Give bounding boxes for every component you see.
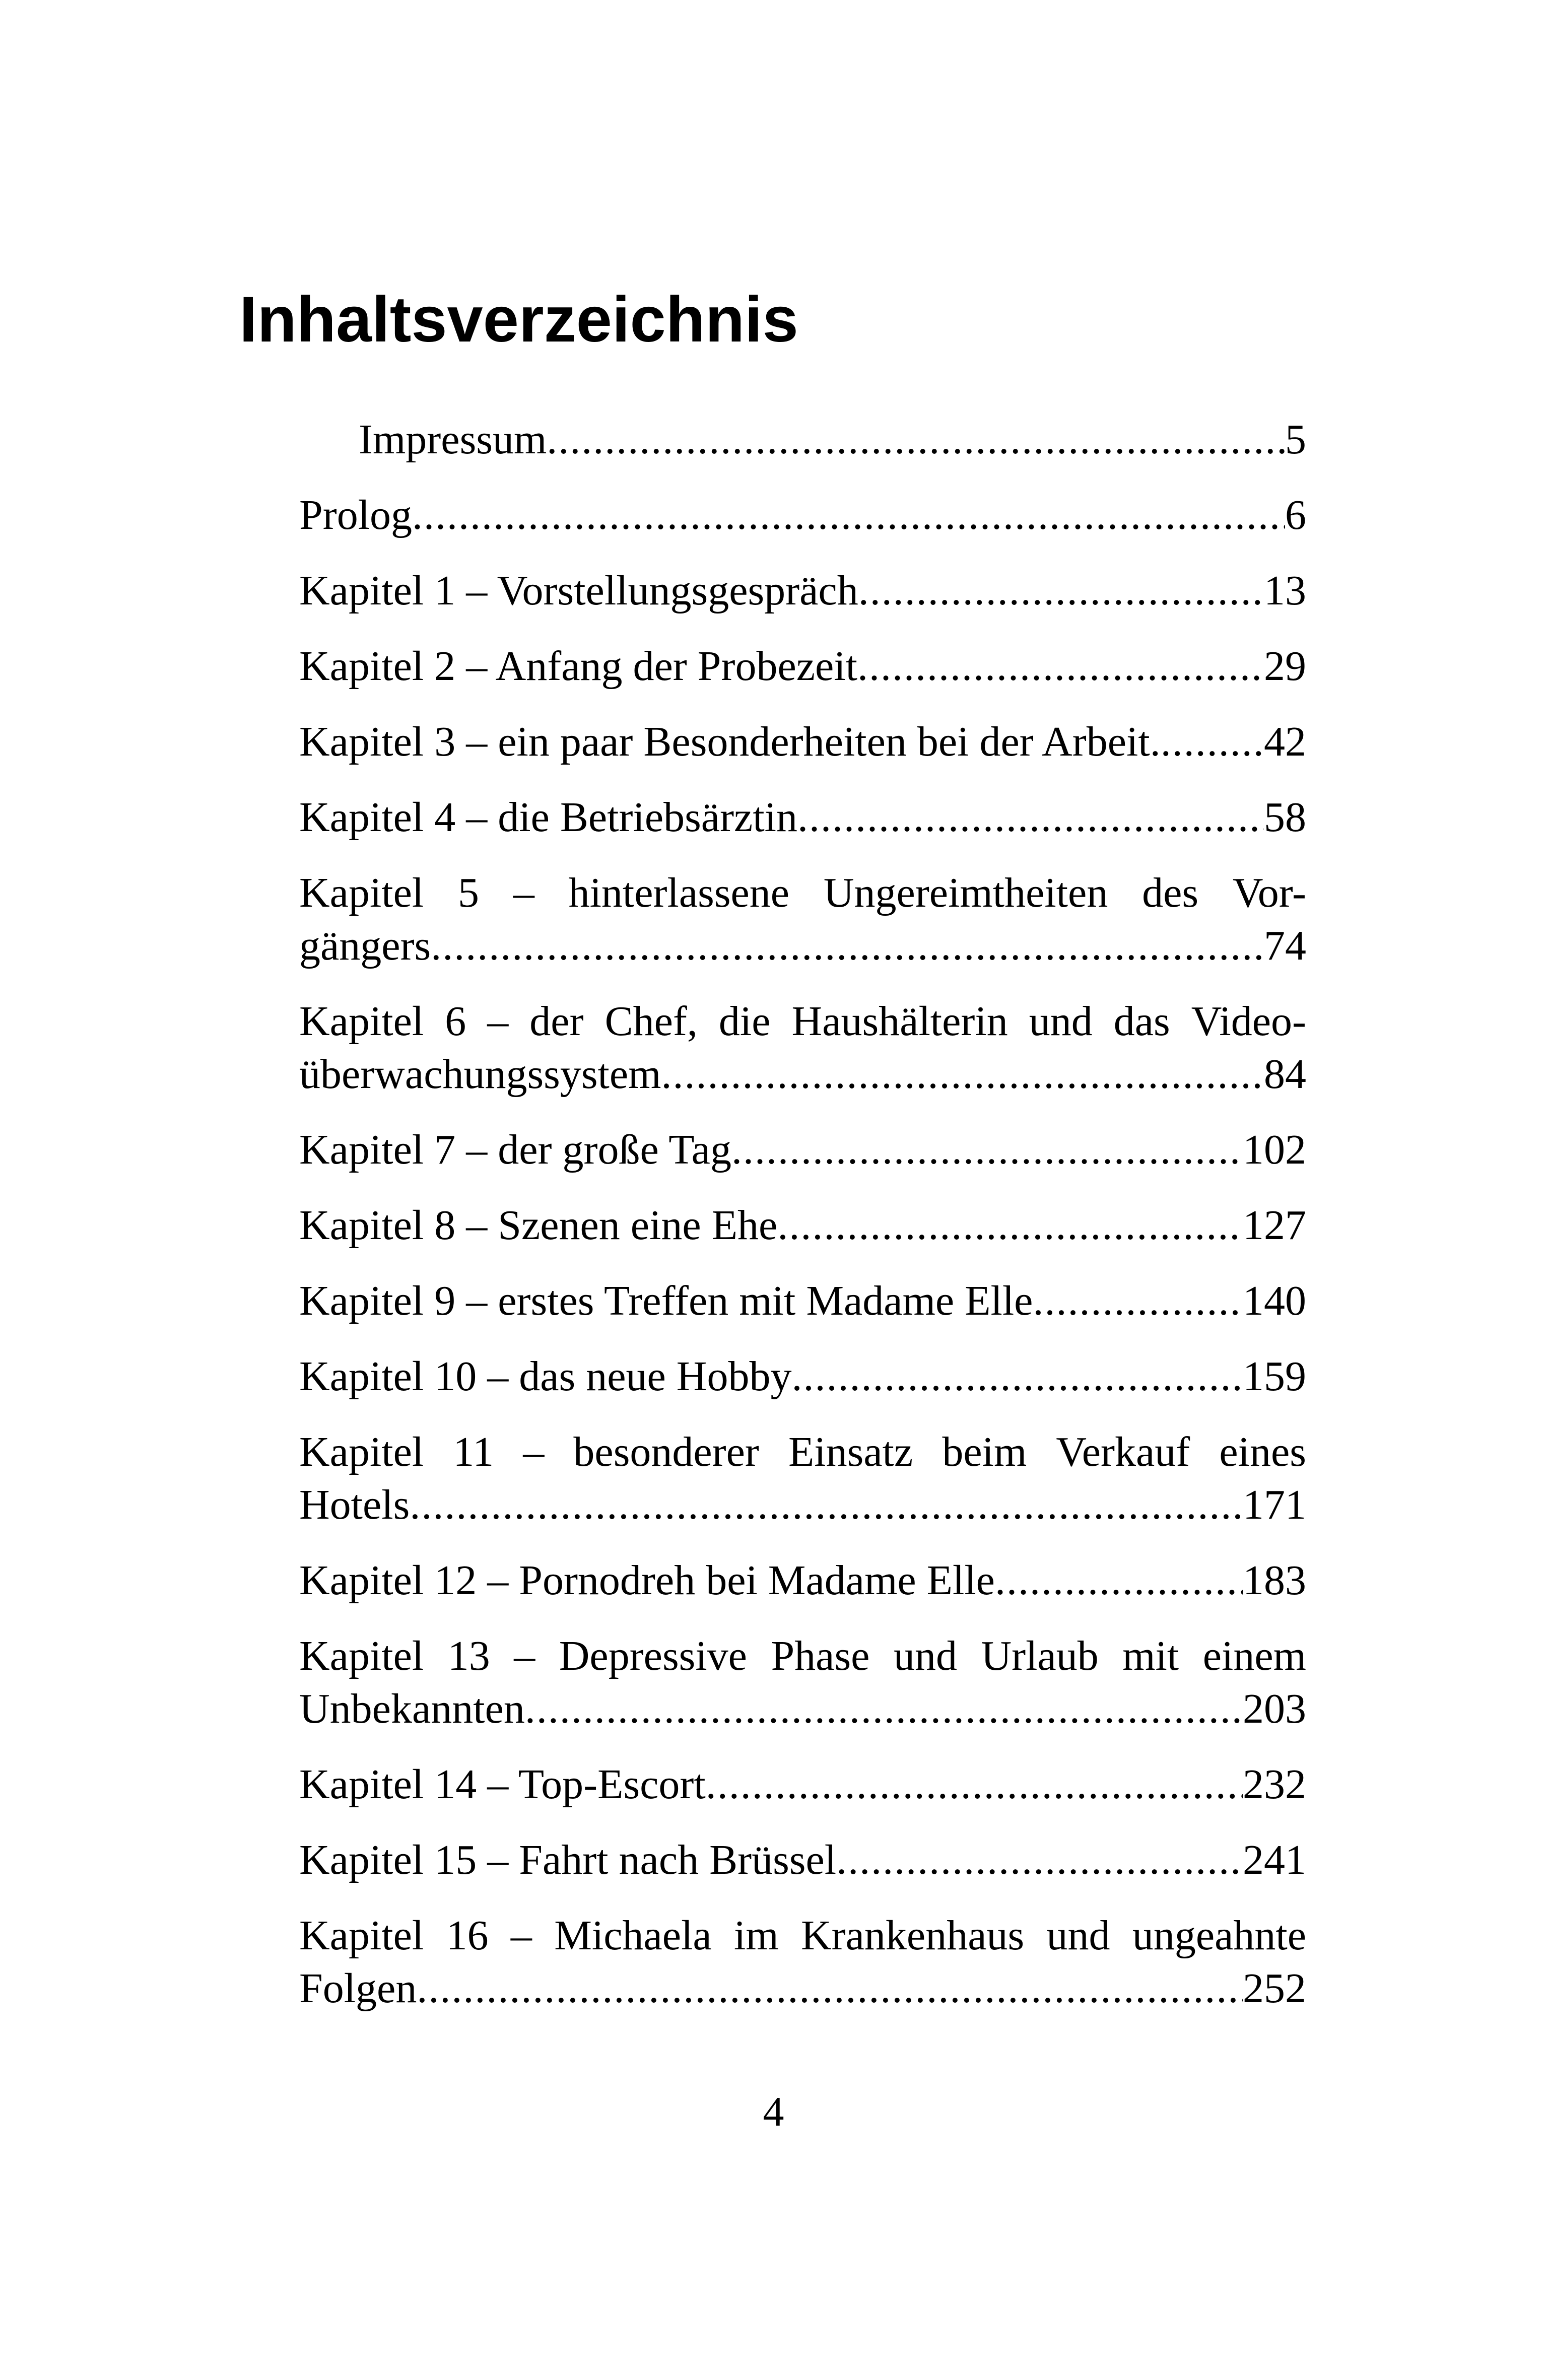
toc-entry-label: Hotels	[299, 1481, 410, 1528]
toc-entry-word: Vor-	[1232, 869, 1306, 916]
toc-entry-label: Kapitel 12 – Pornodreh bei Madame Elle	[299, 1557, 995, 1604]
toc-entry-word: Einsatz	[788, 1429, 913, 1475]
toc-entry-word: 5	[458, 869, 480, 916]
toc-entry-page: 42	[1264, 718, 1306, 765]
toc-entry-word: und	[893, 1633, 957, 1679]
toc-entry-first-line	[299, 995, 1306, 1048]
toc-entry-word: der	[529, 998, 584, 1045]
page-title: Inhaltsverzeichnis	[239, 284, 798, 356]
toc-entry[interactable]	[299, 640, 1306, 693]
toc-entry-line	[299, 1554, 1306, 1607]
toc-entry-page: 241	[1243, 1837, 1306, 1883]
toc-entry-word: mit	[1122, 1633, 1179, 1679]
dot-leader	[417, 1962, 1243, 2015]
dot-leader	[836, 1833, 1243, 1886]
toc-entry-word: Ungereimtheiten	[823, 869, 1108, 916]
toc-entry-label: Kapitel 10 – das neue Hobby	[299, 1353, 792, 1400]
toc-entry-page: 140	[1243, 1277, 1306, 1324]
toc-entry-second-line	[299, 919, 1306, 972]
dot-leader	[995, 1554, 1243, 1607]
toc-entry-word: Krankenhaus	[801, 1912, 1025, 1959]
toc-entry-word: die	[718, 998, 771, 1045]
page-number: 4	[763, 2088, 784, 2135]
toc-entry-label: Kapitel 7 – der große Tag	[299, 1126, 731, 1173]
toc-entry-word: –	[523, 1429, 545, 1475]
toc-entry-word: 13	[447, 1633, 490, 1679]
toc-entry[interactable]	[299, 413, 1306, 466]
toc-entry-page: 6	[1285, 492, 1306, 538]
toc-entry-line	[299, 791, 1306, 844]
toc-entry-line	[299, 715, 1306, 768]
dot-leader	[791, 1350, 1243, 1403]
toc-entry[interactable]	[299, 791, 1306, 844]
toc-entry-word: das	[1113, 998, 1170, 1045]
toc-entry-second-line	[299, 1048, 1306, 1101]
toc-entry-label: Folgen	[299, 1965, 417, 2012]
toc-entry-word: Haushälterin	[791, 998, 1008, 1045]
toc-entry-label: Kapitel 9 – erstes Treffen mit Madame Elle	[299, 1277, 1033, 1324]
toc-entry[interactable]	[299, 1425, 1306, 1531]
toc-entry-word: und	[1046, 1912, 1110, 1959]
toc-entry[interactable]	[299, 1758, 1306, 1811]
toc-entry[interactable]	[299, 1274, 1306, 1327]
toc-entry-line	[299, 1274, 1306, 1327]
dot-leader	[1161, 715, 1264, 768]
toc-entry-page: 232	[1243, 1761, 1306, 1808]
toc-entry-word: eines	[1219, 1429, 1306, 1475]
toc-entry[interactable]	[299, 866, 1306, 972]
toc-entry-word: hinterlassene	[568, 869, 790, 916]
toc-entry-page: 159	[1243, 1353, 1306, 1400]
dot-leader	[661, 1048, 1264, 1101]
dot-leader	[410, 1478, 1243, 1531]
toc-entry-word: Kapitel	[299, 1912, 424, 1959]
toc-entry-word: Depressive	[559, 1633, 747, 1679]
toc-entry-word: ungeahnte	[1132, 1912, 1306, 1959]
table-of-contents	[299, 413, 1306, 2037]
toc-entry-first-line	[299, 866, 1306, 919]
toc-entry-line	[299, 1199, 1306, 1252]
toc-entry-word: –	[510, 1912, 532, 1959]
toc-entry-word: Kapitel	[299, 998, 424, 1045]
toc-entry-word: 6	[445, 998, 466, 1045]
toc-entry-word: Michaela	[554, 1912, 712, 1959]
toc-entry-page: 29	[1264, 643, 1306, 690]
toc-entry-label: Kapitel 8 – Szenen eine Ehe	[299, 1202, 778, 1249]
toc-entry-page: 58	[1264, 794, 1306, 841]
dot-leader	[1033, 1274, 1243, 1327]
toc-entry-word: 16	[446, 1912, 489, 1959]
toc-entry[interactable]	[299, 1350, 1306, 1403]
toc-entry-second-line	[299, 1682, 1306, 1735]
toc-entry-line	[299, 413, 1306, 466]
toc-entry[interactable]	[299, 995, 1306, 1101]
toc-entry-page: 183	[1243, 1557, 1306, 1604]
toc-entry-word: beim	[942, 1429, 1027, 1475]
toc-entry-label: Impressum	[359, 416, 547, 463]
toc-entry-word: einem	[1202, 1633, 1306, 1679]
toc-entry-line	[299, 1758, 1306, 1811]
dot-leader	[857, 640, 1264, 693]
toc-entry-line	[299, 1123, 1306, 1176]
toc-entry[interactable]	[299, 1833, 1306, 1886]
toc-entry-page: 84	[1264, 1051, 1306, 1098]
dot-leader	[797, 791, 1264, 844]
toc-entry[interactable]	[299, 1123, 1306, 1176]
toc-entry-label: Kapitel 4 – die Betriebsärztin	[299, 794, 798, 841]
dot-leader	[431, 919, 1264, 972]
toc-entry-word: Kapitel	[299, 869, 424, 916]
toc-entry-page: 252	[1243, 1965, 1306, 2012]
toc-entry-word: und	[1029, 998, 1093, 1045]
toc-entry-word: besonderer	[573, 1429, 759, 1475]
toc-entry-word: Verkauf	[1056, 1429, 1190, 1475]
toc-entry-word: Chef,	[604, 998, 698, 1045]
toc-entry[interactable]	[299, 715, 1306, 768]
toc-entry-label: Kapitel 2 – Anfang der Probezeit	[299, 643, 857, 690]
dot-leader	[731, 1123, 1243, 1176]
toc-entry-word: im	[734, 1912, 779, 1959]
toc-entry-page: 102	[1243, 1126, 1306, 1173]
toc-entry-line	[299, 640, 1306, 693]
toc-entry-first-line	[299, 1425, 1306, 1478]
toc-entry-label: Unbekannten	[299, 1685, 525, 1732]
dot-leader	[777, 1199, 1243, 1252]
toc-entry-line	[299, 1833, 1306, 1886]
toc-entry[interactable]	[299, 489, 1306, 541]
dot-leader	[858, 564, 1264, 617]
dot-leader	[525, 1682, 1243, 1735]
toc-entry-label: Kapitel 15 – Fahrt nach Brüssel	[299, 1837, 837, 1883]
toc-entry-word: Kapitel	[299, 1429, 424, 1475]
toc-entry-page: 74	[1264, 922, 1306, 969]
toc-entry[interactable]	[299, 1554, 1306, 1607]
toc-entry-second-line	[299, 1962, 1306, 2015]
toc-entry-word: des	[1142, 869, 1199, 916]
toc-entry-word: Urlaub	[981, 1633, 1099, 1679]
toc-entry-line	[299, 564, 1306, 617]
toc-entry-word: –	[487, 998, 509, 1045]
toc-entry[interactable]	[299, 564, 1306, 617]
toc-entry-label: Kapitel 1 – Vorstellungsgespräch	[299, 567, 858, 614]
toc-entry-page: 13	[1264, 567, 1306, 614]
toc-entry-first-line	[299, 1629, 1306, 1682]
toc-entry-label: Prolog	[299, 492, 413, 538]
toc-entry-page: 171	[1243, 1481, 1306, 1528]
dot-leader	[547, 413, 1285, 466]
toc-entry-label: Kapitel 14 – Top-Escort	[299, 1761, 706, 1808]
toc-entry[interactable]	[299, 1199, 1306, 1252]
toc-entry-word: –	[513, 869, 534, 916]
toc-entry-label: überwachungssystem	[299, 1051, 661, 1098]
toc-entry-label: Kapitel 3 – ein paar Besonderheiten bei der Arbeit.	[299, 718, 1161, 765]
toc-entry-page: 127	[1243, 1202, 1306, 1249]
toc-entry[interactable]	[299, 1909, 1306, 2015]
toc-entry-line	[299, 489, 1306, 541]
toc-entry-word: –	[514, 1633, 535, 1679]
toc-entry-first-line	[299, 1909, 1306, 1962]
toc-entry[interactable]	[299, 1629, 1306, 1735]
dot-leader	[706, 1758, 1243, 1811]
toc-entry-second-line	[299, 1478, 1306, 1531]
toc-entry-page: 203	[1243, 1685, 1306, 1732]
toc-entry-page: 5	[1285, 416, 1306, 463]
toc-entry-word: 11	[453, 1429, 494, 1475]
toc-entry-word: Phase	[771, 1633, 870, 1679]
toc-entry-word: Kapitel	[299, 1633, 424, 1679]
toc-entry-label: gängers	[299, 922, 431, 969]
toc-entry-word: Video-	[1191, 998, 1306, 1045]
toc-entry-line	[299, 1350, 1306, 1403]
dot-leader	[412, 489, 1285, 541]
